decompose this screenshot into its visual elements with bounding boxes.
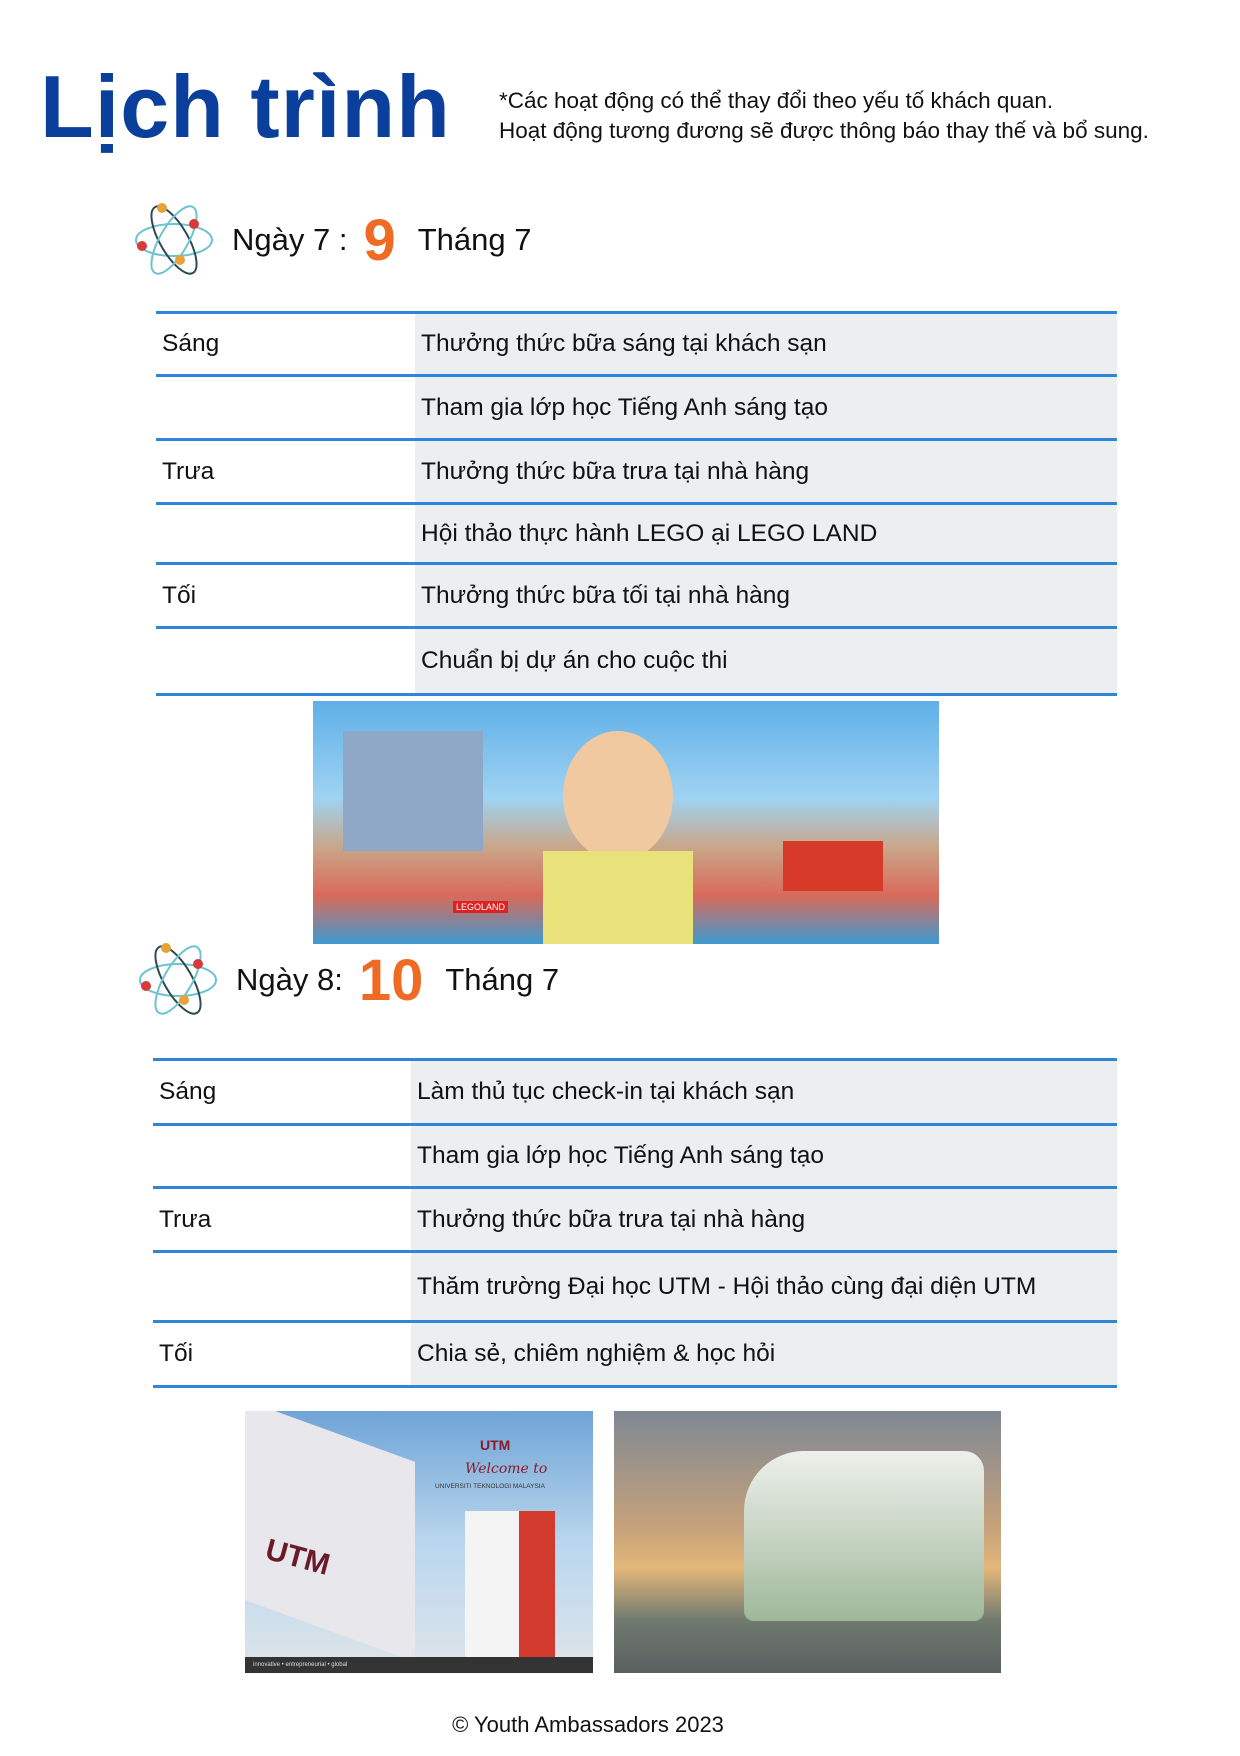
activity-cell: Tham gia lớp học Tiếng Anh sáng tạo (411, 1126, 1117, 1186)
time-cell: Trưa (156, 441, 415, 502)
activity-cell: Thưởng thức bữa trưa tại nhà hàng (411, 1189, 1117, 1250)
castle (343, 731, 483, 851)
page-title: Lịch trình (40, 57, 451, 156)
day-header-2 (136, 938, 559, 1022)
activity-cell: Chia sẻ, chiêm nghiệm & học hỏi (411, 1323, 1117, 1385)
activity-cell: Làm thủ tục check-in tại khách sạn (411, 1061, 1117, 1123)
time-cell: Sáng (156, 314, 415, 374)
activity-cell: Hội thảo thực hành LEGO ại LEGO LAND (415, 505, 1117, 562)
day-month: Tháng 7 (417, 222, 532, 257)
lego-train (783, 841, 883, 891)
schedule-table-day-8 (153, 1058, 1117, 1388)
day-label: Ngày 7 : (232, 222, 348, 257)
time-cell (156, 505, 415, 562)
footer-copyright: © Youth Ambassadors 2023 (452, 1712, 724, 1737)
legoland-sign: LEGOLAND (453, 901, 508, 913)
activity-cell: Thưởng thức bữa trưa tại nhà hàng (415, 441, 1117, 502)
activity-cell: Thăm trường Đại học UTM - Hội thảo cùng đại diện UTM (411, 1253, 1117, 1320)
day-label: Ngày 8: (236, 962, 343, 997)
table-row (156, 438, 1117, 502)
activity-cell: Tham gia lớp học Tiếng Anh sáng tạo (415, 377, 1117, 438)
table-row (153, 1320, 1117, 1388)
day-month: Tháng 7 (445, 962, 560, 997)
time-cell (153, 1126, 411, 1186)
table-row (156, 562, 1117, 626)
legoland-photo (313, 701, 939, 944)
child-shirt (543, 851, 693, 944)
table-row (156, 311, 1117, 374)
child-figure (563, 731, 673, 861)
atom-icon (136, 938, 220, 1022)
day-date: 9 (363, 207, 396, 273)
table-row (153, 1123, 1117, 1186)
time-cell (156, 629, 415, 693)
day-header-1 (132, 198, 531, 282)
activity-cell: Thưởng thức bữa tối tại nhà hàng (415, 565, 1117, 626)
utm-welcome: Welcome to (465, 1461, 548, 1477)
time-cell: Sáng (153, 1061, 411, 1123)
time-cell (153, 1253, 411, 1320)
time-cell (156, 377, 415, 438)
table-row (153, 1186, 1117, 1250)
disclaimer-note (499, 86, 1149, 146)
table-row (156, 374, 1117, 438)
note-line: *Các hoạt động có thể thay đổi theo yếu tố khách quan. (499, 88, 1054, 113)
utm-logo: UTM (480, 1437, 511, 1453)
utm-tagline: innovative • entrepreneurial • global (245, 1657, 593, 1673)
time-cell: Trưa (153, 1189, 411, 1250)
note-line: Hoạt động tương đương sẽ được thông báo thay thế và bổ sung. (499, 118, 1149, 143)
curved-building (744, 1451, 984, 1621)
utm-tower (465, 1511, 555, 1673)
utm-name: UNIVERSITI TEKNOLOGI MALAYSIA (435, 1483, 545, 1490)
time-cell: Tối (153, 1323, 411, 1385)
utm-modern-building-photo (614, 1411, 1001, 1673)
activity-cell: Chuẩn bị dự án cho cuộc thi (415, 629, 1117, 693)
atom-icon (132, 198, 216, 282)
time-cell: Tối (156, 565, 415, 626)
activity-cell: Thưởng thức bữa sáng tại khách sạn (415, 314, 1117, 374)
table-row (156, 502, 1117, 562)
utm-gate-sign: UTM (261, 1533, 334, 1582)
day-date: 10 (358, 947, 424, 1013)
table-row (153, 1250, 1117, 1320)
table-row (153, 1058, 1117, 1123)
schedule-table-day-7 (156, 311, 1117, 696)
utm-building-photo (245, 1411, 593, 1673)
table-row (156, 626, 1117, 696)
